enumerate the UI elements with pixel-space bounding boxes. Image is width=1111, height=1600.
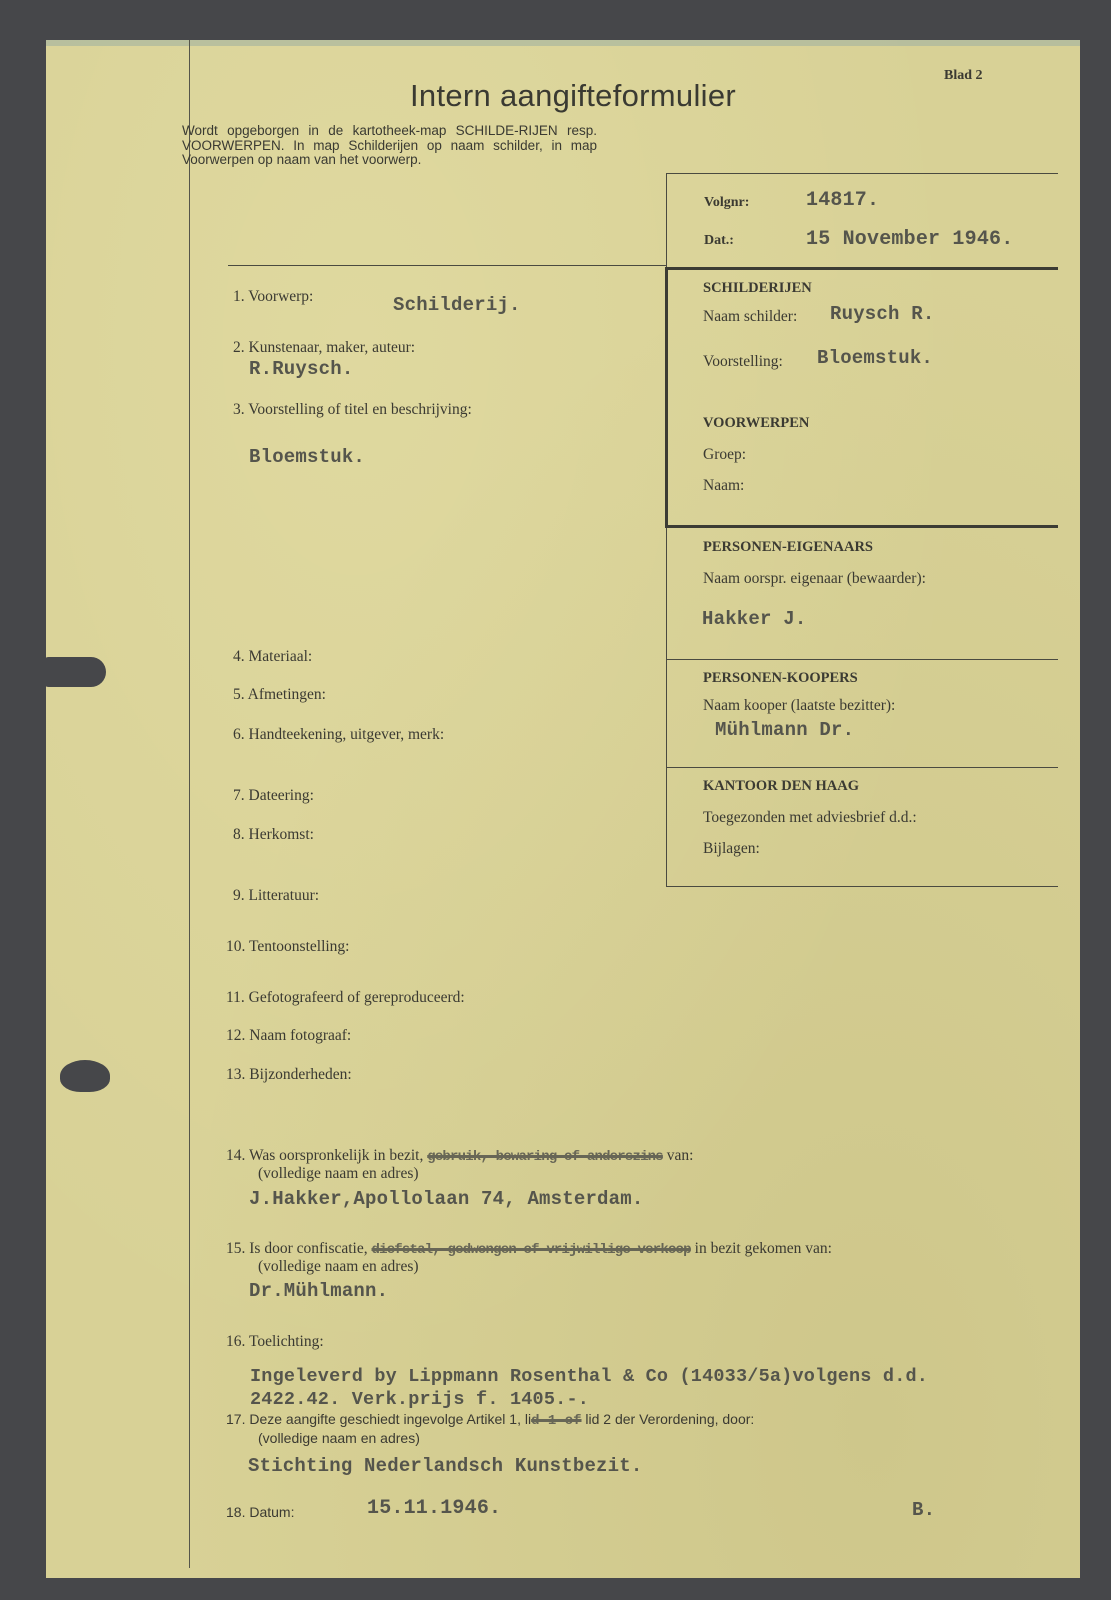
field-6-label: 6. Handteekening, uitgever, merk: bbox=[233, 726, 445, 743]
divider bbox=[666, 173, 1058, 174]
volgnr-label: Volgnr: bbox=[704, 195, 750, 210]
field-16-value-line-2: 2422.42. Verk.prijs f. 1405.-. bbox=[250, 1389, 590, 1410]
field-15-label-text: 15. Is door confiscatie, bbox=[226, 1240, 368, 1257]
subject-label: Voorstelling: bbox=[703, 353, 783, 370]
divider bbox=[666, 659, 1058, 660]
field-14-sublabel: (volledige naam en adres) bbox=[258, 1165, 419, 1182]
voorwerpen-heading: VOORWERPEN bbox=[703, 415, 810, 431]
form-sheet bbox=[46, 40, 1080, 1578]
field-16-value-line-1: Ingeleverd by Lippmann Rosenthal & Co (14033/5a)volgens d.d. bbox=[250, 1366, 929, 1387]
field-18-label: 18. Datum: bbox=[226, 1504, 295, 1520]
buyer-label: Naam kooper (laatste bezitter): bbox=[703, 697, 896, 714]
divider bbox=[666, 886, 1058, 887]
field-11-label: 11. Gefotografeerd of gereproduceerd: bbox=[226, 989, 465, 1006]
field-2-value: R.Ruysch. bbox=[249, 358, 354, 380]
field-7-label: 7. Dateering: bbox=[233, 787, 314, 804]
field-15-label-end: in bezit gekomen van: bbox=[694, 1240, 832, 1257]
field-1-value: Schilderij. bbox=[393, 294, 521, 316]
margin-line bbox=[189, 40, 190, 1568]
buyer-value: Mühlmann Dr. bbox=[715, 719, 855, 741]
subject-value: Bloemstuk. bbox=[817, 347, 934, 369]
field-3-label: 3. Voorstelling of titel en beschrijving: bbox=[233, 401, 472, 418]
painter-value: Ruysch R. bbox=[830, 303, 935, 325]
sheet-number: Blad 2 bbox=[944, 68, 983, 83]
field-17-sublabel: (volledige naam en adres) bbox=[258, 1430, 420, 1446]
attachments-label: Bijlagen: bbox=[703, 840, 760, 857]
field-17-value: Stichting Nederlandsch Kunstbezit. bbox=[248, 1455, 643, 1477]
field-12-label: 12. Naam fotograaf: bbox=[226, 1027, 352, 1044]
field-17-label-end: lid 2 der Verordening, door: bbox=[585, 1411, 755, 1427]
object-name-label: Naam: bbox=[703, 477, 745, 494]
date-label: Dat.: bbox=[704, 233, 734, 248]
field-2-label: 2. Kunstenaar, maker, auteur: bbox=[233, 339, 416, 356]
koopers-heading: PERSONEN-KOOPERS bbox=[703, 670, 858, 686]
field-4-label: 4. Materiaal: bbox=[233, 648, 313, 665]
torn-top-edge bbox=[46, 40, 1080, 46]
punch-hole bbox=[60, 1060, 110, 1092]
field-3-value: Bloemstuk. bbox=[249, 446, 366, 468]
field-9-label: 9. Litteratuur: bbox=[233, 887, 320, 904]
box-border bbox=[665, 525, 1058, 528]
schilderijen-heading: SCHILDERIJEN bbox=[703, 280, 812, 296]
divider bbox=[666, 528, 667, 886]
date-value: 15 November 1946. bbox=[806, 228, 1014, 251]
box-border bbox=[665, 267, 668, 528]
field-14-label-end: van: bbox=[666, 1147, 694, 1164]
field-17-label-text: 17. Deze aangifte geschiedt ingevolge Artikel 1, li bbox=[226, 1411, 532, 1427]
box-border bbox=[665, 267, 1058, 270]
field-14-struck-text: gebruik, bewaring of anderszins bbox=[427, 1149, 663, 1165]
form-title: Intern aangifteformulier bbox=[410, 78, 736, 113]
volgnr-value: 14817. bbox=[806, 189, 880, 212]
divider bbox=[228, 265, 666, 266]
advice-letter-label: Toegezonden met adviesbrief d.d.: bbox=[703, 809, 917, 826]
field-10-label: 10. Tentoonstelling: bbox=[226, 938, 350, 955]
field-15-label bbox=[226, 1240, 832, 1258]
field-17-struck-text: d 1 of bbox=[531, 1413, 582, 1429]
field-14-value: J.Hakker,Apollolaan 74, Amsterdam. bbox=[249, 1188, 644, 1210]
field-18-value: 15.11.1946. bbox=[367, 1497, 502, 1520]
field-1-label: 1. Voorwerp: bbox=[233, 288, 314, 305]
filing-instructions: Wordt opgeborgen in de kartotheek-map SCHILDE-RIJEN resp. VOORWERPEN. In map Schilderijen op naam schilder, in map Voorwerpen op naam van het voorwerp. bbox=[182, 123, 597, 167]
field-8-label: 8. Herkomst: bbox=[233, 826, 314, 843]
initial-mark: B. bbox=[912, 1499, 936, 1521]
owner-label: Naam oorspr. eigenaar (bewaarder): bbox=[703, 570, 926, 587]
kantoor-heading: KANTOOR DEN HAAG bbox=[703, 778, 860, 794]
divider bbox=[666, 767, 1058, 768]
punch-hole bbox=[42, 657, 106, 687]
eigenaars-heading: PERSONEN-EIGENAARS bbox=[703, 539, 873, 555]
owner-value: Hakker J. bbox=[702, 608, 807, 630]
field-5-label: 5. Afmetingen: bbox=[233, 686, 326, 703]
field-15-value: Dr.Mühlmann. bbox=[249, 1280, 389, 1302]
field-14-label-text: 14. Was oorspronkelijk in bezit, bbox=[226, 1147, 424, 1164]
group-label: Groep: bbox=[703, 446, 747, 463]
field-13-label: 13. Bijzonderheden: bbox=[226, 1066, 352, 1083]
field-17-label bbox=[226, 1411, 754, 1429]
divider bbox=[666, 173, 667, 267]
field-15-sublabel: (volledige naam en adres) bbox=[258, 1258, 419, 1275]
field-15-struck-text: diefstal, gedwongen of vrijwillige verkoop bbox=[371, 1242, 691, 1258]
painter-label: Naam schilder: bbox=[703, 308, 798, 325]
field-16-label: 16. Toelichting: bbox=[226, 1333, 324, 1350]
field-14-label bbox=[226, 1147, 693, 1165]
